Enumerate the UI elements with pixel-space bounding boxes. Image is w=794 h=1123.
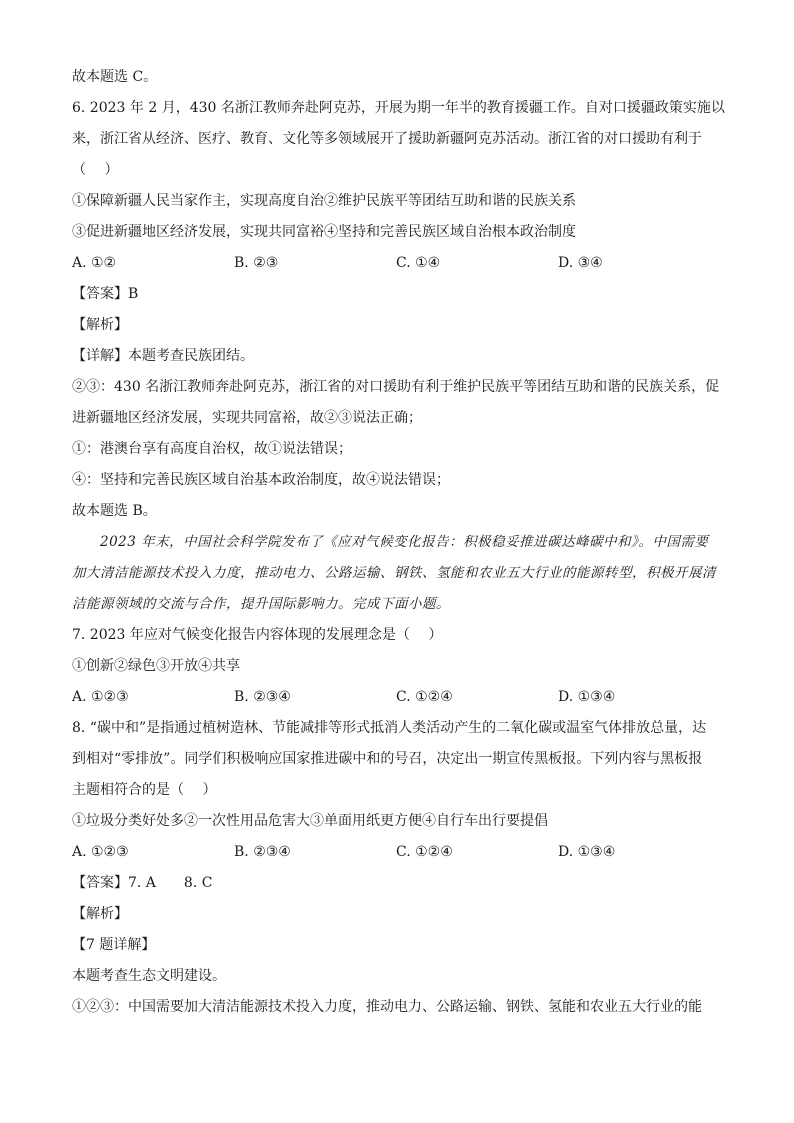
q6-option-c: C. ①④ bbox=[396, 255, 441, 271]
q7-detail-title: 【7 题详解】 bbox=[72, 937, 156, 953]
q6-item-line-2: ③促进新疆地区经济发展，实现共同富裕④坚持和完善民族区域自治根本政治制度 bbox=[72, 224, 576, 240]
q8-option-b: B. ②③④ bbox=[234, 844, 291, 860]
q7-detail-intro: 本题考查生态文明建设。 bbox=[72, 968, 226, 984]
q6-explanation-1b: 进新疆地区经济发展，实现共同富裕，故②③说法正确； bbox=[72, 410, 422, 426]
q6-conclusion: 故本题选 B。 bbox=[72, 503, 157, 519]
q8-option-a: A. ①②③ bbox=[72, 844, 129, 860]
q6-explanation-3: ④：坚持和完善民族区域自治基本政治制度，故④说法错误； bbox=[72, 472, 450, 488]
q8-stem-line-3: 主题相符合的是（ ） bbox=[72, 782, 217, 798]
q7-items: ①创新②绿色③开放④共享 bbox=[72, 658, 240, 674]
q7-q8-answer: 【答案】7. A 8. C bbox=[72, 875, 213, 891]
q6-answer: 【答案】B bbox=[72, 286, 139, 302]
q8-options bbox=[72, 837, 722, 868]
q8-option-d: D. ①③④ bbox=[558, 844, 616, 860]
q7-option-d: D. ①③④ bbox=[558, 689, 616, 705]
q6-stem-line-3: （ ） bbox=[72, 162, 119, 178]
q6-explanation-2: ①：港澳台享有高度自治权，故①说法错误； bbox=[72, 441, 352, 457]
q8-option-c: C. ①②④ bbox=[396, 844, 453, 860]
q6-options bbox=[72, 248, 722, 279]
q7-q8-analysis-heading: 【解析】 bbox=[72, 906, 128, 922]
q5-conclusion: 故本题选 C。 bbox=[72, 69, 158, 85]
reading-material: 2023 年末，中国社会科学院发布了《应对气候变化报告：积极稳妥推进碳达峰碳中和》。中国需要加大清洁能源技术投入力度，推动电力、公路运输、钢铁、氢能和农业五大行业的能源转型，积极开展清洁能源领域的交流与合作，提升国际影响力。完成下面小题。 bbox=[72, 534, 716, 612]
q6-stem-line-1: 6. 2023 年 2 月，430 名浙江教师奔赴阿克苏，开展为期一年半的教育援疆工作。自对口援疆政策实施以 bbox=[72, 100, 725, 116]
q8-stem-line-1: 8. “碳中和”是指通过植树造林、节能减排等形式抵消人类活动产生的二氧化碳或温室气体排放总量，达 bbox=[72, 720, 707, 736]
q7-option-a: A. ①②③ bbox=[72, 689, 129, 705]
q7-options bbox=[72, 682, 722, 713]
q7-option-c: C. ①②④ bbox=[396, 689, 453, 705]
q6-explanation-1a: ②③：430 名浙江教师奔赴阿克苏，浙江省的对口援助有利于维护民族平等团结互助和谐的民族关系，促 bbox=[72, 379, 720, 395]
document-page bbox=[72, 62, 725, 1023]
q6-stem-line-2: 来，浙江省从经济、医疗、教育、文化等多领域展开了援助新疆阿克苏活动。浙江省的对口援助有利于 bbox=[72, 131, 702, 147]
q6-option-b: B. ②③ bbox=[234, 255, 279, 271]
q7-option-b: B. ②③④ bbox=[234, 689, 291, 705]
q6-option-a: A. ①② bbox=[72, 255, 117, 271]
q8-items: ①垃圾分类好处多②一次性用品危害大③单面用纸更方便④自行车出行要提倡 bbox=[72, 813, 548, 829]
q6-detail: 【详解】本题考查民族团结。 bbox=[72, 348, 254, 364]
q6-analysis-heading: 【解析】 bbox=[72, 317, 128, 333]
q7-stem: 7. 2023 年应对气候变化报告内容体现的发展理念是（ ） bbox=[72, 627, 443, 643]
q6-item-line-1: ①保障新疆人民当家作主，实现高度自治②维护民族平等团结互助和谐的民族关系 bbox=[72, 193, 576, 209]
q8-stem-line-2: 到相对“零排放”。同学们积极响应国家推进碳中和的号召，决定出一期宣传黑板报。下列内容与黑板报 bbox=[72, 751, 703, 767]
q6-option-d: D. ③④ bbox=[558, 255, 603, 271]
q7-detail-explanation: ①②③：中国需要加大清洁能源技术投入力度，推动电力、公路运输、钢铁、氢能和农业五大行业的能 bbox=[72, 999, 702, 1015]
